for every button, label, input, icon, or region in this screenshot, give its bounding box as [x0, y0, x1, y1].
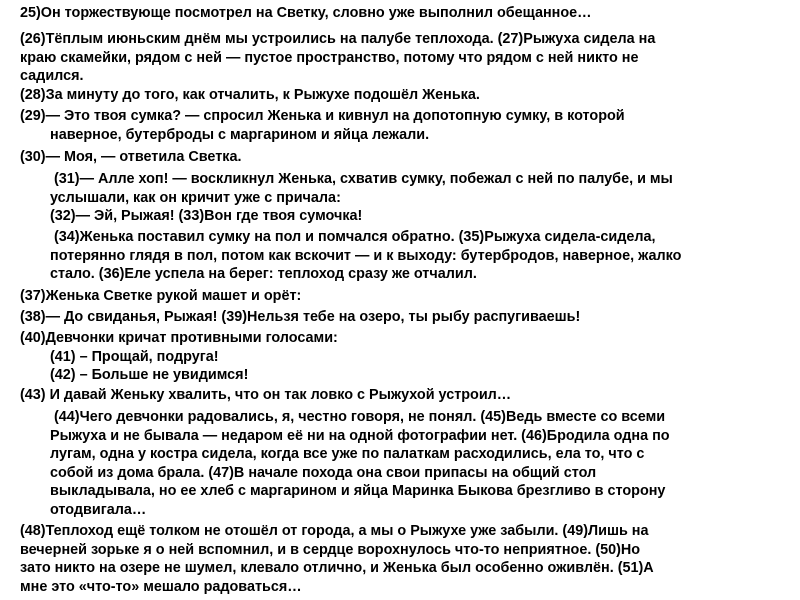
text-line: (28)За минуту до того, как отчалить, к Рыжухе подошёл Женька. [20, 87, 480, 103]
paragraph-40 [20, 329, 790, 385]
text-line: Рыжуха и не бывала — недаром её ни на одной фотографии нет. (46)Бродила одна по [50, 427, 670, 444]
text-line: (30)— Моя, — ответила Светка. [20, 149, 242, 165]
text-line: (26)Тёплым июньским днём мы устроились на палубе теплохода. (27)Рыжуха сидела на [20, 31, 656, 47]
text-line: (41) – Прощай, подруга! [50, 348, 219, 365]
text-line: наверное, бутерброды с маргарином и яйца лежали. [50, 126, 430, 143]
paragraph-31 [20, 170, 790, 226]
text-line: (44)Чего девчонки радовались, я, честно говоря, не понял. (45)Ведь вместе со всеми [54, 409, 666, 425]
paragraph-30 [20, 148, 790, 167]
text-line: зато никто на озере не шумел, клевало отлично, и Женька был особенно оживлён. (51)А [20, 560, 654, 577]
text-line: стало. (36)Еле успела на берег: теплоход сразу же отчалил. [50, 266, 477, 283]
text-line: (48)Теплоход ещё толком не отошёл от города, а мы о Рыжухе уже забыли. (49)Лишь на [20, 523, 649, 539]
text-line: 25)Он торжествующе посмотрел на Светку, словно уже выполнил обещанное… [20, 5, 592, 21]
text-line: (29)— Это твоя сумка? — спросил Женька и кивнул на допотопную сумку, в которой [20, 108, 625, 124]
text-line: (34)Женька поставил сумку на пол и помчался обратно. (35)Рыжуха сидела-сидела, [54, 229, 656, 245]
paragraph-44 [20, 408, 790, 520]
text-line: (43) И давай Женьку хвалить, что он так ловко с Рыжухой устроил… [20, 387, 512, 403]
paragraph-26 [20, 30, 790, 86]
paragraph-37 [20, 287, 790, 306]
text-line: (38)— До свиданья, Рыжая! (39)Нельзя тебе на озеро, ты рыбу распугиваешь! [20, 309, 581, 325]
paragraph-29 [20, 107, 790, 144]
text-line: садился. [20, 68, 84, 85]
text-line: вечерней зорьке я о ней вспомнил, и в сердце ворохнулось что-то неприятное. (50)Но [20, 541, 641, 558]
paragraph-28 [20, 86, 790, 105]
paragraph-25 [20, 4, 790, 23]
text-line: (32)— Эй, Рыжая! (33)Вон где твоя сумочка! [50, 208, 363, 225]
text-line: (42) – Больше не увидимся! [50, 367, 249, 384]
text-line: потерянно глядя в пол, потом как вскочит — и к выходу: бутербродов, наверное, жалко [50, 247, 682, 264]
text-line: отодвигала… [50, 501, 147, 518]
paragraph-34 [20, 228, 790, 284]
text-line: лугам, одна у костра сидела, когда все уже по палаткам расходились, ела то, что с [50, 446, 645, 463]
paragraph-38 [20, 308, 790, 327]
text-line: собой из дома брала. (47)В начале похода она свои припасы на общий стол [50, 464, 597, 481]
text-line: краю скамейки, рядом с ней — пустое пространство, потому что рядом с ней никто не [20, 49, 639, 66]
text-line: выкладывала, но ее хлеб с маргарином и яйца Маринка Быкова брезгливо в сторону [50, 483, 666, 500]
paragraph-48 [20, 522, 790, 596]
text-line: (40)Девчонки кричат противными голосами: [20, 330, 338, 346]
text-line: (31)— Алле хоп! — воскликнул Женька, схватив сумку, побежал с ней по палубе, и мы [54, 171, 673, 187]
text-line: (37)Женька Светке рукой машет и орёт: [20, 288, 302, 304]
text-line: мне это «что-то» мешало радоваться… [20, 578, 302, 595]
text-line: услышали, как он кричит уже с причала: [50, 189, 341, 206]
paragraph-43 [20, 386, 790, 405]
